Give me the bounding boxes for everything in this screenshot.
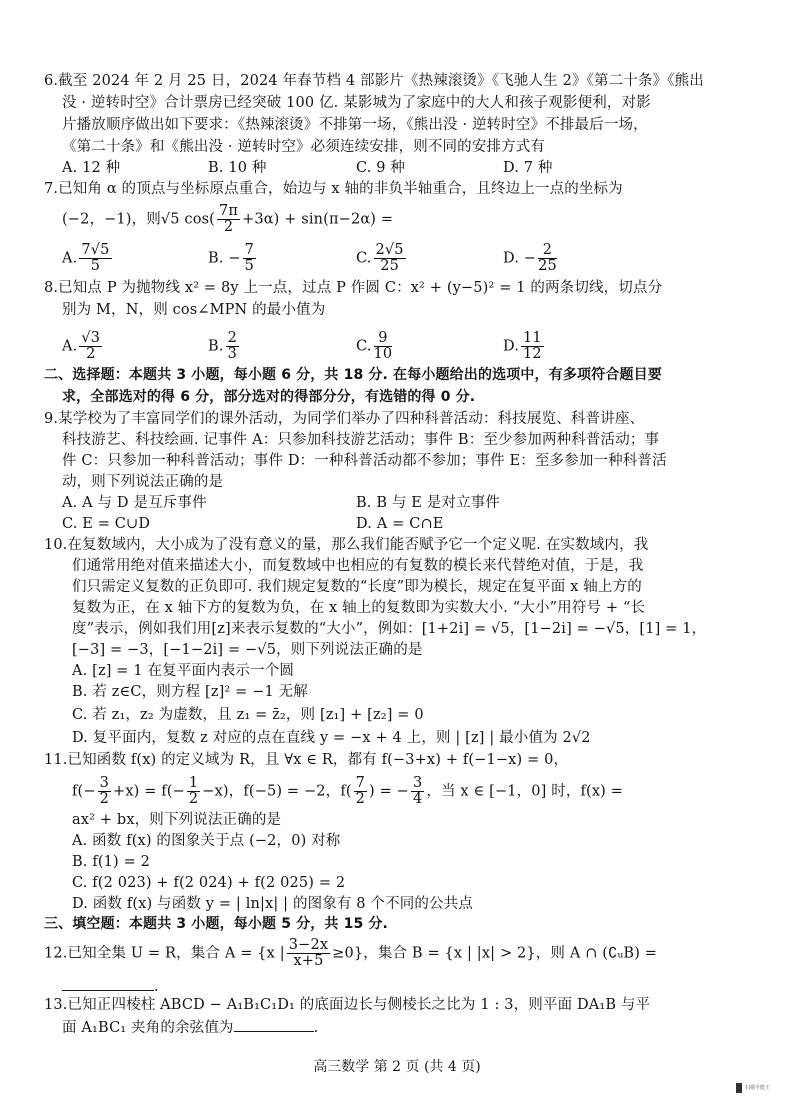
q10-line2: 们通常用绝对值来描述大小，而复数域中也相应的有复数的模长来代替绝对值，于是，我 — [72, 558, 644, 574]
q13-period: . — [313, 1020, 319, 1036]
q8-b-num: 2 — [227, 330, 237, 346]
q11-frac-2-den: 2 — [188, 791, 199, 807]
q12-frac-num: 3−2x — [288, 937, 329, 953]
q11-frac-1 — [98, 776, 111, 807]
q10-option-c: C. 若 z₁，z₂ 为虚数，且 z₁ = z̄₂，则 [z₁] + [z₂] = 0 — [72, 707, 424, 723]
q10-line3: 们只需定义复数的正负即可. 我们规定复数的“长度”即为模长，规定在复平面 x 轴上方的 — [72, 579, 642, 595]
q11-frac-1-den: 2 — [99, 791, 110, 807]
q8-option-a — [62, 331, 104, 362]
q7-b-den: 5 — [244, 258, 255, 274]
q7-option-d — [503, 243, 559, 274]
q7-c-den: 25 — [380, 258, 399, 274]
q6-option-c: C. 9 种 — [356, 160, 406, 176]
q9-option-d: D. A = C∩E — [356, 516, 444, 532]
q8-c-num: 9 — [374, 331, 393, 347]
q7-d-den: 25 — [538, 258, 557, 274]
q7-b-num: 7 — [244, 242, 255, 258]
q9-line3: 件 C：只参加一种科普活动；事件 D：一种科普活动都不参加；事件 E：至多参加一种科普活 — [62, 453, 667, 469]
q8-d-frac — [521, 331, 544, 362]
q8-c-frac — [374, 331, 393, 362]
q9-line1: 9.某学校为了丰富同学们的课外活动，为同学们举办了四种科普活动：科技展览、科普讲座、 — [44, 411, 645, 427]
section3-heading: 三、填空题：本题共 3 小题，每小题 5 分，共 15 分. — [44, 916, 389, 932]
q9-line4: 动，则下列说法正确的是 — [62, 474, 224, 490]
watermark-text: 扫描全能王 — [744, 1084, 770, 1091]
q10-option-a: A. [z] = 1 在复平面内表示一个圆 — [72, 663, 294, 679]
q12-line1 — [44, 938, 657, 969]
q8-b-den: 3 — [227, 346, 237, 362]
q8-option-b — [208, 331, 241, 362]
q11-frac-1-num: 3 — [99, 775, 110, 791]
q7-expr-end: +3α) + sin(π−2α) = — [242, 211, 394, 228]
q10-line5: 度”表示，例如我们用[z]来表示复数的“大小”，例如：[1+2i] = √5，[1−2i] = −√5，[1] = 1， — [72, 621, 707, 637]
q7-a-den: 5 — [90, 258, 101, 274]
q11-expr-2: +x) = f(− — [113, 783, 185, 800]
q11-frac-2-num: 1 — [188, 775, 199, 791]
q12-answer-blank[interactable] — [62, 976, 154, 991]
q8-a-den: 2 — [86, 346, 96, 362]
q11-frac-4-den: 4 — [412, 791, 423, 807]
q11-line2 — [72, 776, 623, 807]
page-footer: 高三数学 第 2 页 (共 4 页) — [313, 1059, 481, 1075]
q11-line3: ax² + bx，则下列说法正确的是 — [72, 812, 282, 828]
q10-line6: [−3] = −3，[−1−2i] = −√5，则下列说法正确的是 — [72, 642, 423, 658]
q6-line1: 6.截至 2024 年 2 月 25 日，2024 年春节档 4 部影片《热辣滚烫》《飞驰人生 2》《第二十条》《熊出 — [44, 73, 704, 89]
scanner-watermark — [736, 1083, 770, 1093]
q8-line1: 8.已知点 P 为抛物线 x² = 8y 上一点，过点 P 作圆 C：x² + (y−5)² = 1 的两条切线，切点分 — [44, 280, 663, 296]
q7-frac-den: 2 — [223, 219, 234, 235]
q8-b-frac — [226, 331, 239, 362]
q8-option-c — [356, 331, 394, 362]
q11-frac-3-num: 7 — [355, 775, 366, 791]
q8-d-num: 11 — [523, 330, 542, 346]
q11-frac-4-num: 3 — [412, 775, 423, 791]
q6-line2: 没 · 逆转时空》合计票房已经突破 100 亿. 某影城为了家庭中的大人和孩子观影便利，对影 — [62, 95, 651, 111]
q8-d-den: 12 — [523, 346, 542, 362]
q12-fraction — [287, 938, 330, 969]
q7-a-num: 7√5 — [81, 242, 110, 258]
q12-line2 — [62, 976, 159, 996]
section2-heading-line2: 求，全部选对的得 6 分，部分选对的得部分分，有选错的得 0 分. — [62, 389, 476, 405]
q9-option-b: B. B 与 E 是对立事件 — [356, 495, 501, 511]
q13-line1: 13.已知正四棱柱 ABCD − A₁B₁C₁D₁ 的底面边长与侧棱长之比为 1 : 3，则平面 DA₁B 与平 — [44, 997, 651, 1013]
q11-expr-1: f(− — [72, 783, 96, 800]
q7-expr-start: (−2，−1)，则√5 cos( — [62, 211, 215, 228]
q8-a-label: A. — [62, 338, 78, 355]
q11-expr-3: −x)，f(−5) = −2，f( — [202, 783, 352, 800]
q7-line2 — [62, 204, 393, 235]
q9-option-c: C. E = C∪D — [62, 516, 151, 532]
q6-option-a: A. 12 种 — [62, 160, 121, 176]
q7-fraction — [217, 204, 240, 235]
q6-option-b: B. 10 种 — [208, 160, 267, 176]
q7-b-label: B. − — [208, 250, 241, 267]
q7-frac-num: 7π — [219, 203, 239, 219]
q11-option-d: D. 函数 f(x) 与函数 y = | ln|x| | 的图象有 8 个不同的公共点 — [72, 896, 473, 912]
q13-text: 面 A₁BC₁ 夹角的余弦值为 — [62, 1020, 234, 1036]
section2-heading-line1: 二、选择题：本题共 3 小题，每小题 6 分，共 18 分. 在每小题给出的选项中，有多项符合题目要 — [44, 367, 662, 383]
q12-frac-den: x+5 — [293, 953, 324, 969]
q11-option-b: B. f(1) = 2 — [72, 854, 151, 870]
q9-option-a: A. A 与 D 是互斥事件 — [62, 495, 207, 511]
q10-option-d: D. 复平面内，复数 z 对应的点在直线 y = −x + 4 上，则 | [z] | 最小值为 2√2 — [72, 730, 591, 746]
q7-d-frac — [538, 243, 557, 274]
q6-line4: 《第二十条》和《熊出没 · 逆转时空》必须连续安排，则不同的安排方式有 — [62, 139, 546, 155]
q11-expr-4: ) = − — [369, 783, 409, 800]
q11-frac-3-den: 2 — [355, 791, 366, 807]
q13-line2 — [62, 1017, 318, 1037]
q11-expr-5: ，当 x ∈ [−1，0] 时，f(x) = — [426, 783, 624, 800]
q8-a-num: √3 — [81, 330, 101, 346]
q7-c-label: C. — [356, 250, 372, 267]
q9-line2: 科技游艺、科技绘画. 记事件 A：只参加科技游艺活动；事件 B：至少参加两种科普活动；事 — [62, 432, 660, 448]
q7-b-frac — [243, 243, 256, 274]
q7-option-b — [208, 243, 258, 274]
q12-expr-start: 12.已知全集 U = R，集合 A = {x | — [44, 945, 285, 962]
q8-c-den: 10 — [373, 346, 393, 362]
q10-line4: 复数为正，在 x 轴下方的复数为负，在 x 轴上的复数即为实数大小. “大小”用符号 + “长 — [72, 600, 646, 616]
q8-line2: 别为 M，N，则 cos∠MPN 的最小值为 — [62, 302, 326, 318]
q11-frac-2 — [187, 776, 200, 807]
q11-option-a: A. 函数 f(x) 的图象关于点 (−2，0) 对称 — [72, 833, 341, 849]
q7-a-frac — [79, 243, 111, 274]
q10-option-b: B. 若 z∈C，则方程 [z]² = −1 无解 — [72, 684, 308, 700]
q8-b-label: B. — [208, 338, 224, 355]
q12-period: . — [154, 979, 159, 995]
q8-d-label: D. — [503, 338, 520, 355]
q10-line1: 10.在复数域内，大小成为了没有意义的量，那么我们能否赋予它一个定义呢. 在实数域内，我 — [44, 537, 649, 553]
q7-c-num: 2√5 — [375, 242, 404, 258]
q7-option-a — [62, 243, 114, 274]
q8-option-d — [503, 331, 546, 362]
qr-code-icon — [736, 1083, 742, 1093]
q8-c-label: C. — [356, 338, 372, 355]
q8-a-frac — [79, 331, 102, 362]
q11-option-c: C. f(2 023) + f(2 024) + f(2 025) = 2 — [72, 875, 346, 891]
q7-d-label: D. − — [503, 250, 537, 267]
q13-answer-blank[interactable] — [234, 1017, 314, 1032]
q11-frac-4 — [411, 776, 424, 807]
q7-a-label: A. — [62, 250, 78, 267]
q12-expr-end: ≥0}，集合 B = {x | |x| > 2}，则 A ∩ (∁ᵤB) = — [332, 945, 658, 962]
q7-option-c — [356, 243, 408, 274]
q11-frac-3 — [354, 776, 367, 807]
q6-option-d: D. 7 种 — [503, 160, 553, 176]
q7-d-num: 2 — [538, 243, 557, 259]
q6-line3: 片播放顺序做出如下要求：《热辣滚烫》不排第一场，《熊出没 · 逆转时空》不排最后一场， — [62, 117, 648, 133]
q7-line1: 7.已知角 α 的顶点与坐标原点重合，始边与 x 轴的非负半轴重合，且终边上一点的坐标为 — [44, 181, 623, 197]
q11-line1: 11.已知函数 f(x) 的定义域为 R，且 ∀x ∈ R，都有 f(−3+x) + f(−1−x) = 0， — [44, 752, 569, 768]
q7-c-frac — [374, 243, 406, 274]
